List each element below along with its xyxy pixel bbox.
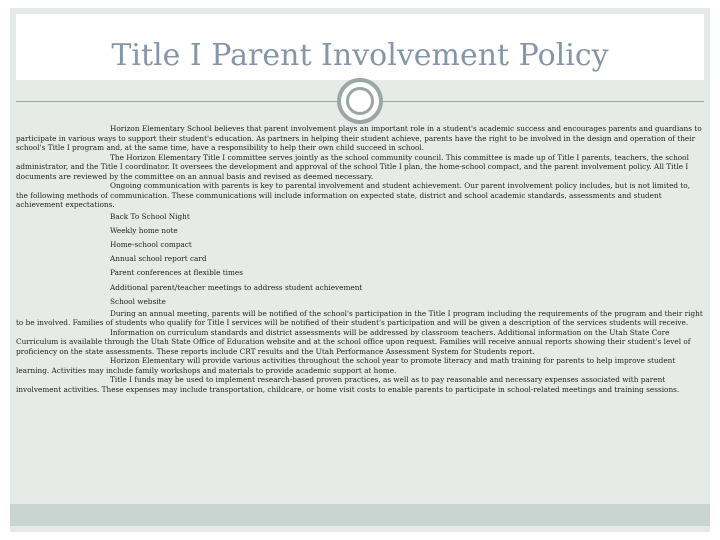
title-area: [16, 14, 704, 80]
list-item: Parent conferences at flexible times: [110, 268, 243, 278]
paragraph-committee: The Horizon Elementary Title I committee serves jointly as the school community council. This committee is made up of Title I parents, teachers, the school administrator, and the Title I coordinator. It oversees the development and approval of the school Title I plan, the home-school compact, and the parent involvement policy. All Title I documents are reviewed by the committee on an annual basis and revised as deemed necessary.: [16, 152, 689, 181]
list-item: Annual school report card: [110, 254, 207, 264]
list-item: Weekly home note: [110, 225, 178, 235]
paragraph-annual-meeting: During an annual meeting, parents will be notified of the school's participation in the Title I program including the requirements of the program and their right to be involved. Families of students who qualify for Title I services will be notified of their student's participation and will be given a description of the services students will receive.: [16, 308, 703, 328]
list-item: Back To School Night: [110, 211, 190, 221]
list-item: School website: [110, 296, 166, 306]
list-item: Home-school compact: [110, 239, 192, 249]
paragraph-funds: Title I funds may be used to implement research-based proven practices, as well as to pay reasonable and necessary expenses associated with parent involvement activities. These expenses may include transportation, childcare, or home visit costs to enable parents to participate in school-related meetings and training sessions.: [16, 375, 680, 394]
communication-methods-list: [16, 210, 704, 309]
circle-ornament-inner-icon: [346, 87, 374, 115]
policy-body: [16, 124, 704, 496]
paragraph-intro: Horizon Elementary School believes that parent involvement plays an important role in a student's academic success and encourages parents and guardians to participate in various ways to support their student's education. As partners in helping their student achieve, parents have the right to be involved in the design and operation of their school's Title I program and, at the same time, have a responsibility to help their own child succeed in school.: [16, 124, 702, 152]
list-item: Additional parent/teacher meetings to address student achievement: [110, 282, 363, 292]
paragraph-curriculum: Information on curriculum standards and district assessments will be addressed by classroom teachers. Additional information on the Utah State Core Curriculum is available through the Utah State Office of Education website and at the school office upon request. Families will receive annual reports showing their student's level of proficiency on the state assessments. These reports include CRT results and the Utah Performance Assessment System for Students report.: [16, 327, 691, 356]
slide-title: Title I Parent Involvement Policy: [111, 38, 609, 73]
circle-ornament-icon: [337, 78, 383, 124]
paragraph-communication: Ongoing communication with parents is key to parental involvement and student achievement. Our parent involvement policy includes, but is not limited to, the following methods of communication. These communications will include information on expected state, district and school academic standards, assessments and student achievement expectations.: [16, 181, 691, 209]
footer-band: [10, 504, 710, 526]
paragraph-activities: Horizon Elementary will provide various activities throughout the school year to promote literacy and math training for parents to help improve student learning. Activities may include family workshops and materials to provide academic support at home.: [16, 356, 676, 375]
